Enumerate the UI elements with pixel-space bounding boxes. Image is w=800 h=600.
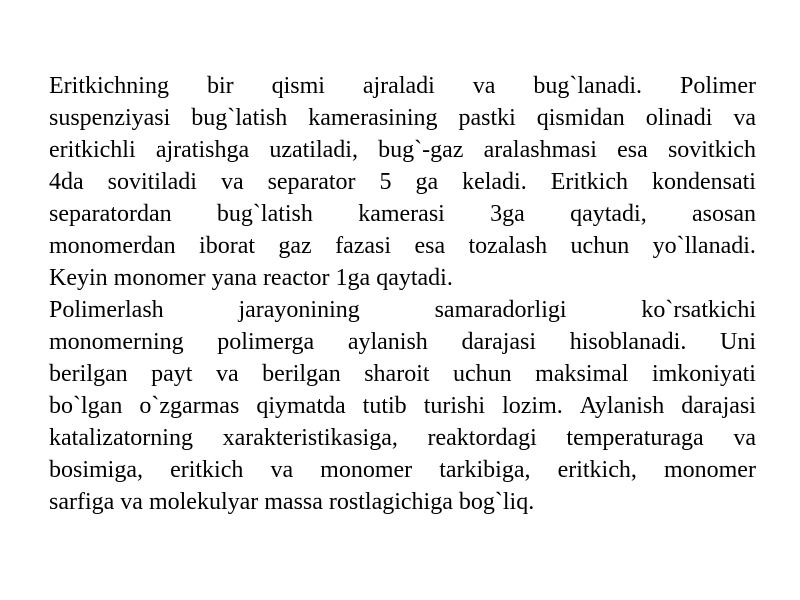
word: monomer	[663, 457, 756, 483]
word: uchun	[570, 233, 630, 259]
word: darajasi	[461, 329, 537, 355]
word: separator	[267, 169, 356, 195]
word: kamerasining	[308, 105, 438, 131]
word: bug`latish	[216, 201, 313, 227]
word: hisoblanadi.	[569, 329, 687, 355]
word: Eritkichning	[49, 73, 169, 99]
word: suspenziyasi	[49, 105, 171, 131]
word: sovitkich	[667, 137, 756, 163]
word: iborat	[199, 233, 256, 259]
word: maksimal	[535, 361, 629, 387]
word: kondensati	[651, 169, 756, 195]
word: ajraladi	[362, 73, 435, 99]
word: sharoit	[364, 361, 430, 387]
word: eritkich,	[557, 457, 637, 483]
word: esa	[414, 233, 446, 259]
word: sovitiladi	[107, 169, 197, 195]
word: jarayonining	[238, 297, 360, 323]
word: eritkichli	[49, 137, 136, 163]
word: va	[220, 169, 244, 195]
word: payt	[151, 361, 193, 387]
word: berilgan	[49, 361, 128, 387]
text-line	[49, 70, 756, 102]
word: qiymatda	[256, 393, 346, 419]
word: uzatiladi,	[269, 137, 358, 163]
paragraph-2	[49, 294, 756, 518]
text-line	[49, 166, 756, 198]
word: va	[733, 105, 756, 131]
word: Uni	[720, 329, 756, 355]
word: Aylanish	[579, 393, 665, 419]
word: bo`lgan	[49, 393, 123, 419]
word: uchun	[453, 361, 512, 387]
word: bosimiga,	[49, 457, 143, 483]
text-line	[49, 454, 756, 486]
word: monomerdan	[49, 233, 176, 259]
word: separatordan	[49, 201, 172, 227]
word: reaktordagi	[427, 425, 537, 451]
word: asosan	[692, 201, 756, 227]
word: ko`rsatkichi	[641, 297, 756, 323]
word: ajratishga	[155, 137, 250, 163]
word: eritkich	[170, 457, 244, 483]
word: darajasi	[681, 393, 756, 419]
word: tutib	[362, 393, 407, 419]
word: temperaturaga	[566, 425, 704, 451]
word: polimerga	[217, 329, 315, 355]
word: va	[270, 457, 294, 483]
text-line	[49, 198, 756, 230]
word: tarkibiga,	[439, 457, 531, 483]
text-line	[49, 294, 756, 326]
text-line	[49, 230, 756, 262]
text-line	[49, 422, 756, 454]
word: gaz	[278, 233, 312, 259]
word: monomer	[320, 457, 413, 483]
word: bug`-gaz	[378, 137, 464, 163]
word: bug`latish	[191, 105, 288, 131]
word: imkoniyati	[651, 361, 756, 387]
word: 5	[379, 169, 392, 195]
text-line: Keyin monomer yana reactor 1ga qaytadi.	[49, 265, 453, 291]
text-line	[49, 358, 756, 390]
word: monomerning	[49, 329, 184, 355]
word: qismi	[271, 73, 325, 99]
word: aralashmasi	[483, 137, 597, 163]
text-line: sarfiga va molekulyar massa rostlagichiga bog`liq.	[49, 489, 535, 515]
word: ga	[415, 169, 439, 195]
word: va	[733, 425, 756, 451]
word: xarakteristikasiga,	[222, 425, 398, 451]
word: olinadi	[645, 105, 713, 131]
word: Eritkich	[550, 169, 628, 195]
word: pastki	[458, 105, 516, 131]
word: Polimer	[679, 73, 756, 99]
word: Polimerlash	[49, 297, 164, 323]
text-line	[49, 390, 756, 422]
word: kamerasi	[358, 201, 445, 227]
text-body	[49, 70, 756, 518]
word: keladi.	[462, 169, 527, 195]
word: bir	[206, 73, 234, 99]
word: 3ga	[490, 201, 525, 227]
word: berilgan	[262, 361, 341, 387]
word: yo`llanadi.	[652, 233, 756, 259]
word: esa	[617, 137, 648, 163]
word: katalizatorning	[49, 425, 193, 451]
word: turishi	[423, 393, 486, 419]
word: qismidan	[536, 105, 625, 131]
word: qaytadi,	[570, 201, 647, 227]
text-line	[49, 102, 756, 134]
word: samaradorligi	[434, 297, 567, 323]
word: aylanish	[347, 329, 428, 355]
word: bug`lanadi.	[533, 73, 643, 99]
text-line	[49, 326, 756, 358]
word: va	[215, 361, 239, 387]
word: 4da	[49, 169, 84, 195]
paragraph-1	[49, 70, 756, 294]
word: fazasi	[335, 233, 392, 259]
word: lozim.	[502, 393, 563, 419]
text-line	[49, 134, 756, 166]
word: va	[472, 73, 496, 99]
word: tozalash	[468, 233, 548, 259]
word: o`zgarmas	[139, 393, 240, 419]
